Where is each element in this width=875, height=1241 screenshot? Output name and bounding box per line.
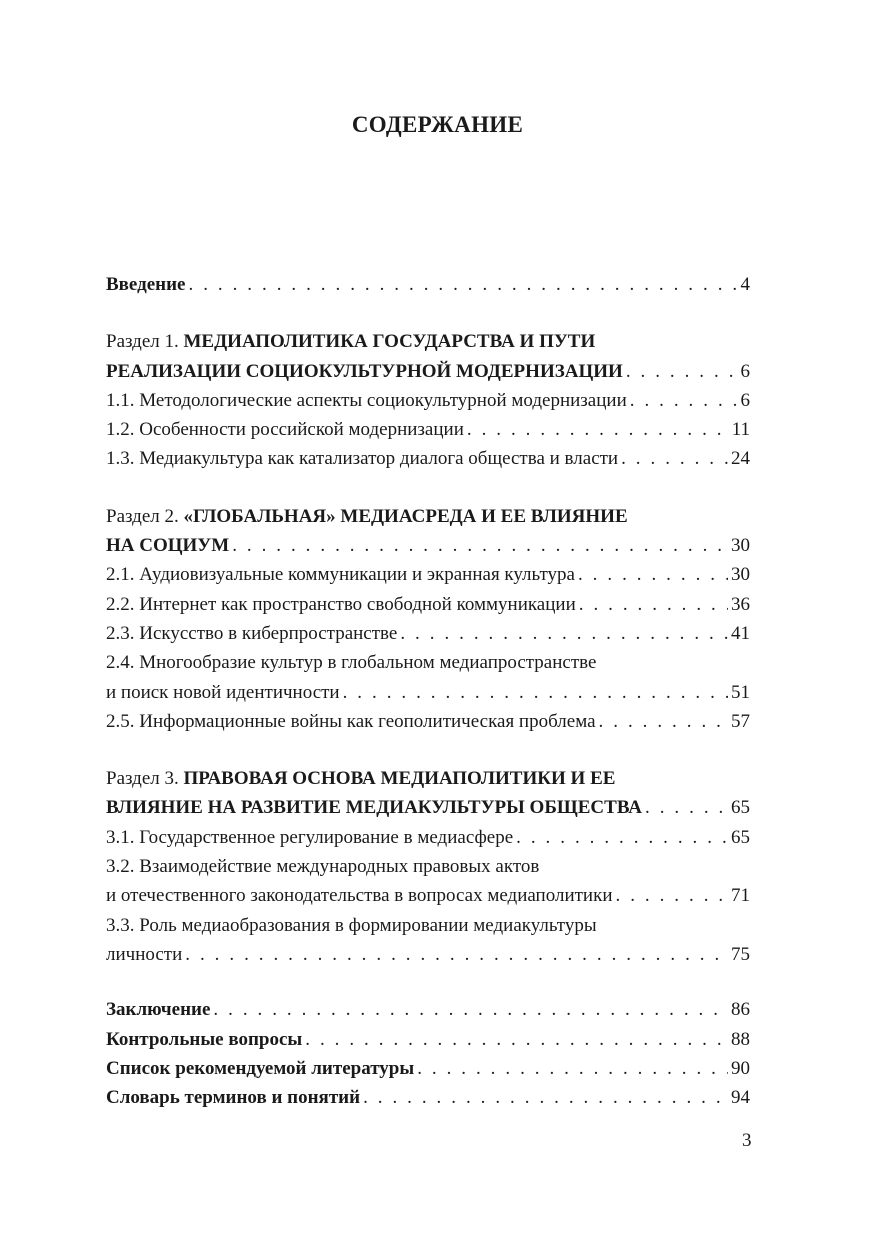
section-1-heading-cont[interactable]: [106, 357, 750, 386]
dot-leader: [599, 707, 728, 736]
toc-entry-label: 2.2. Интернет как пространство свободной коммуникации: [106, 593, 576, 615]
toc-entry-page: 94: [731, 1087, 750, 1109]
section-title: НА СОЦИУМ: [106, 535, 230, 557]
section-3-heading[interactable]: [106, 764, 750, 793]
toc-entry-label: Введение: [106, 274, 186, 295]
dot-leader: [232, 531, 728, 560]
dot-leader: [363, 1083, 728, 1112]
toc-entry-label: 2.4. Многообразие культур в глобальном медиапространстве: [106, 652, 597, 674]
toc-entry-1-1[interactable]: [106, 386, 750, 415]
toc-entry-glossary[interactable]: [106, 1083, 750, 1112]
dot-leader: [645, 793, 728, 822]
section-prefix: Раздел 1.: [106, 331, 184, 353]
toc-entry-2-2[interactable]: [106, 590, 750, 619]
section-title: РЕАЛИЗАЦИИ СОЦИОКУЛЬТУРНОЙ МОДЕРНИЗАЦИИ: [106, 360, 623, 382]
toc-entry-label: 2.3. Искусство в киберпространстве: [106, 622, 398, 644]
section-2-heading[interactable]: [106, 502, 750, 531]
toc-entry-page: 30: [731, 564, 750, 586]
toc-entry-page: 11: [731, 419, 750, 441]
toc-entry-3-2[interactable]: [106, 852, 750, 881]
table-of-contents: [106, 270, 750, 1112]
toc-entry-label: 1.1. Методологические аспекты социокультурной модернизации: [106, 389, 627, 411]
toc-entry-literature[interactable]: [106, 1054, 750, 1083]
section-title: «ГЛОБАЛЬНАЯ» МЕДИАСРЕДА И ЕЕ ВЛИЯНИЕ: [183, 505, 628, 527]
toc-entry-page: 4: [740, 274, 750, 295]
section-prefix: Раздел 3.: [106, 768, 184, 790]
toc-entry-label: и поиск новой идентичности: [106, 681, 340, 703]
toc-entry-label: 1.3. Медиакультура как катализатор диалога общества и власти: [106, 448, 619, 470]
toc-entry-page: 90: [731, 1057, 750, 1079]
toc-entry-2-1[interactable]: [106, 560, 750, 589]
toc-entry-label: 3.3. Роль медиаобразования в формировании медиакультуры: [106, 914, 597, 936]
section-2-heading-cont[interactable]: [106, 531, 750, 560]
toc-entry-page: 51: [731, 681, 750, 703]
dot-leader: [400, 619, 728, 648]
section-prefix: Раздел 2.: [106, 505, 184, 527]
dot-leader: [516, 823, 728, 852]
dot-leader: [417, 1054, 728, 1083]
toc-entry-label: 3.2. Взаимодействие международных правовых актов: [106, 856, 540, 878]
toc-entry-3-2-cont[interactable]: [106, 881, 750, 910]
toc-entry-label: Список рекомендуемой литературы: [106, 1057, 415, 1079]
dot-leader: [213, 995, 728, 1024]
toc-entry-2-4[interactable]: [106, 648, 750, 677]
section-3-heading-cont[interactable]: [106, 793, 750, 822]
section-title: МЕДИАПОЛИТИКА ГОСУДАРСТВА И ПУТИ: [183, 331, 596, 353]
toc-entry-page: 57: [731, 710, 750, 732]
toc-entry-2-3[interactable]: [106, 619, 750, 648]
dot-leader: [305, 1025, 728, 1054]
toc-entry-page: 75: [731, 943, 750, 965]
dot-leader: [630, 386, 738, 415]
toc-entry-label: личности: [106, 943, 183, 965]
toc-entry-page: 6: [740, 389, 750, 411]
page-number: 3: [742, 1130, 752, 1151]
toc-entry-3-3[interactable]: [106, 911, 750, 940]
toc-entry-page: 71: [731, 885, 750, 907]
toc-entry-conclusion[interactable]: [106, 995, 750, 1024]
toc-entry-label: 2.1. Аудиовизуальные коммуникации и экранная культура: [106, 564, 575, 586]
toc-entry-2-5[interactable]: [106, 707, 750, 736]
toc-entry-page: 86: [731, 999, 750, 1021]
toc-entry-label: 3.1. Государственное регулирование в медиасфере: [106, 826, 514, 848]
dot-leader: [578, 560, 728, 589]
section-title: ВЛИЯНИЕ НА РАЗВИТИЕ МЕДИАКУЛЬТУРЫ ОБЩЕСТВА: [106, 797, 643, 819]
section-1-heading[interactable]: [106, 327, 750, 356]
toc-entry-page: 41: [731, 622, 750, 644]
toc-entry-page: 65: [731, 826, 750, 848]
toc-entry-label: Заключение: [106, 999, 211, 1021]
toc-entry-page: 24: [731, 448, 750, 470]
toc-entry-3-3-cont[interactable]: [106, 940, 750, 969]
toc-entry-label: Словарь терминов и понятий: [106, 1087, 361, 1109]
toc-entry-3-1[interactable]: [106, 823, 750, 852]
toc-entry-1-2[interactable]: [106, 415, 750, 444]
dot-leader: [467, 415, 729, 444]
toc-entry-control-questions[interactable]: [106, 1025, 750, 1054]
toc-entry-1-3[interactable]: [106, 444, 750, 473]
dot-leader: [343, 678, 728, 707]
dot-leader: [185, 940, 728, 969]
toc-entry-introduction[interactable]: [106, 270, 750, 299]
dot-leader: [189, 270, 738, 299]
toc-entry-page: 6: [740, 360, 750, 382]
toc-entry-label: 1.2. Особенности российской модернизации: [106, 419, 464, 441]
toc-entry-page: 65: [731, 797, 750, 819]
dot-leader: [579, 590, 728, 619]
toc-entry-page: 36: [731, 593, 750, 615]
toc-entry-label: и отечественного законодательства в вопросах медиаполитики: [106, 885, 613, 907]
dot-leader: [621, 444, 728, 473]
section-title: ПРАВОВАЯ ОСНОВА МЕДИАПОЛИТИКИ И ЕЕ: [183, 768, 616, 790]
toc-entry-label: 2.5. Информационные войны как геополитическая проблема: [106, 710, 596, 732]
dot-leader: [626, 357, 738, 386]
dot-leader: [616, 881, 729, 910]
toc-entry-label: Контрольные вопросы: [106, 1028, 303, 1050]
page-title: СОДЕРЖАНИЕ: [351, 112, 524, 137]
toc-entry-page: 30: [731, 535, 750, 557]
toc-entry-2-4-cont[interactable]: [106, 678, 750, 707]
toc-entry-page: 88: [731, 1028, 750, 1050]
